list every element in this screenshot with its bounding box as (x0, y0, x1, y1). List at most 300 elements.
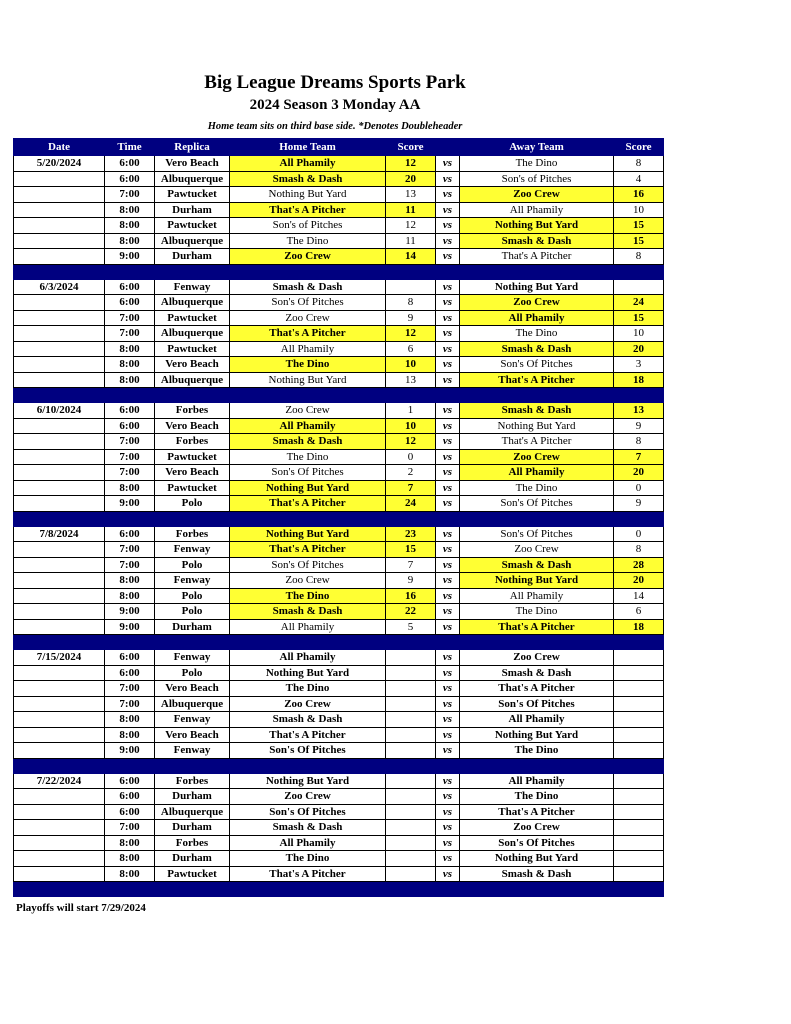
home-score: 20 (386, 171, 436, 187)
away-team: The Dino (460, 743, 614, 759)
home-score: 13 (386, 187, 436, 203)
game-replica: Polo (155, 588, 230, 604)
game-row (14, 434, 664, 450)
vs-label: vs (436, 712, 460, 728)
home-score (386, 279, 436, 295)
vs-label: vs (436, 202, 460, 218)
vs-label: vs (436, 341, 460, 357)
home-score: 7 (386, 557, 436, 573)
home-team: Zoo Crew (230, 789, 386, 805)
away-team: That's A Pitcher (460, 249, 614, 265)
game-date (14, 789, 105, 805)
game-row (14, 496, 664, 512)
home-score: 10 (386, 357, 436, 373)
game-date: 7/22/2024 (14, 773, 105, 789)
away-score: 0 (614, 526, 664, 542)
away-score (614, 650, 664, 666)
away-score (614, 773, 664, 789)
home-team: Smash & Dash (230, 171, 386, 187)
game-date (14, 696, 105, 712)
home-team: That's A Pitcher (230, 326, 386, 342)
vs-label: vs (436, 542, 460, 558)
game-time: 8:00 (105, 727, 155, 743)
game-row (14, 820, 664, 836)
home-score: 11 (386, 202, 436, 218)
game-replica: Fenway (155, 542, 230, 558)
game-time: 6:00 (105, 171, 155, 187)
game-time: 7:00 (105, 820, 155, 836)
game-date (14, 542, 105, 558)
home-team: Nothing But Yard (230, 526, 386, 542)
vs-label: vs (436, 835, 460, 851)
game-replica: Pawtucket (155, 449, 230, 465)
game-replica: Albuquerque (155, 696, 230, 712)
away-score: 20 (614, 465, 664, 481)
game-replica: Durham (155, 249, 230, 265)
game-time: 6:00 (105, 418, 155, 434)
home-team: The Dino (230, 681, 386, 697)
away-team: Nothing But Yard (460, 218, 614, 234)
away-score: 8 (614, 249, 664, 265)
game-date (14, 496, 105, 512)
away-team: Zoo Crew (460, 187, 614, 203)
game-date (14, 665, 105, 681)
away-score: 28 (614, 557, 664, 573)
home-team: The Dino (230, 851, 386, 867)
home-team: All Phamily (230, 650, 386, 666)
home-team: Zoo Crew (230, 403, 386, 419)
header-away-team: Away Team (460, 139, 614, 156)
game-time: 6:00 (105, 665, 155, 681)
game-row (14, 480, 664, 496)
vs-label: vs (436, 465, 460, 481)
header-time: Time (105, 139, 155, 156)
game-time: 7:00 (105, 542, 155, 558)
game-date (14, 619, 105, 635)
game-row (14, 449, 664, 465)
game-replica: Forbes (155, 526, 230, 542)
game-replica: Albuquerque (155, 326, 230, 342)
game-time: 8:00 (105, 866, 155, 882)
home-score: 12 (386, 326, 436, 342)
game-row (14, 712, 664, 728)
game-date (14, 418, 105, 434)
away-team: Zoo Crew (460, 820, 614, 836)
header-replica: Replica (155, 139, 230, 156)
home-team: Zoo Crew (230, 310, 386, 326)
game-row (14, 743, 664, 759)
vs-label: vs (436, 619, 460, 635)
home-score (386, 665, 436, 681)
game-replica: Vero Beach (155, 681, 230, 697)
game-time: 9:00 (105, 496, 155, 512)
home-score: 9 (386, 310, 436, 326)
game-row (14, 326, 664, 342)
home-team: All Phamily (230, 341, 386, 357)
game-date (14, 727, 105, 743)
away-score: 8 (614, 156, 664, 172)
home-team: All Phamily (230, 418, 386, 434)
game-replica: Forbes (155, 434, 230, 450)
home-team: Son's of Pitches (230, 218, 386, 234)
vs-label: vs (436, 604, 460, 620)
game-date (14, 218, 105, 234)
week-separator (14, 511, 664, 526)
game-replica: Pawtucket (155, 310, 230, 326)
doubleheader-note: Home team sits on third base side. *Denotes Doubleheader (207, 121, 463, 132)
away-team: All Phamily (460, 310, 614, 326)
game-replica: Fenway (155, 573, 230, 589)
game-replica: Polo (155, 557, 230, 573)
game-date: 6/10/2024 (14, 403, 105, 419)
vs-label: vs (436, 650, 460, 666)
game-date: 7/15/2024 (14, 650, 105, 666)
away-score (614, 727, 664, 743)
vs-label: vs (436, 804, 460, 820)
game-time: 7:00 (105, 696, 155, 712)
away-score (614, 279, 664, 295)
game-replica: Albuquerque (155, 233, 230, 249)
away-score: 20 (614, 341, 664, 357)
home-team: Smash & Dash (230, 604, 386, 620)
game-date (14, 372, 105, 388)
header-away-score: Score (614, 139, 664, 156)
header-vs (436, 139, 460, 156)
game-replica: Albuquerque (155, 295, 230, 311)
home-score: 24 (386, 496, 436, 512)
vs-label: vs (436, 820, 460, 836)
home-team: Son's Of Pitches (230, 557, 386, 573)
game-replica: Fenway (155, 279, 230, 295)
home-score (386, 773, 436, 789)
away-score: 20 (614, 573, 664, 589)
away-score: 14 (614, 588, 664, 604)
game-time: 7:00 (105, 681, 155, 697)
away-team: That's A Pitcher (460, 804, 614, 820)
game-replica: Albuquerque (155, 804, 230, 820)
game-date (14, 341, 105, 357)
game-replica: Forbes (155, 835, 230, 851)
game-row (14, 866, 664, 882)
game-row (14, 372, 664, 388)
game-replica: Durham (155, 619, 230, 635)
home-score (386, 650, 436, 666)
away-score: 24 (614, 295, 664, 311)
game-time: 8:00 (105, 218, 155, 234)
game-date (14, 171, 105, 187)
page-title: Big League Dreams Sports Park (204, 72, 466, 93)
game-time: 6:00 (105, 156, 155, 172)
home-team: All Phamily (230, 619, 386, 635)
game-replica: Pawtucket (155, 480, 230, 496)
vs-label: vs (436, 496, 460, 512)
game-date: 6/3/2024 (14, 279, 105, 295)
away-score (614, 820, 664, 836)
game-replica: Forbes (155, 403, 230, 419)
away-score: 9 (614, 496, 664, 512)
game-time: 7:00 (105, 557, 155, 573)
home-team: Zoo Crew (230, 696, 386, 712)
home-score: 1 (386, 403, 436, 419)
home-score (386, 789, 436, 805)
week-separator (14, 635, 664, 650)
game-time: 8:00 (105, 341, 155, 357)
vs-label: vs (436, 326, 460, 342)
game-replica: Polo (155, 496, 230, 512)
game-row (14, 619, 664, 635)
away-team: The Dino (460, 789, 614, 805)
away-team: All Phamily (460, 588, 614, 604)
game-time: 9:00 (105, 743, 155, 759)
game-row (14, 249, 664, 265)
away-team: All Phamily (460, 202, 614, 218)
game-date (14, 249, 105, 265)
away-team: Son's Of Pitches (460, 696, 614, 712)
game-time: 8:00 (105, 588, 155, 604)
away-team: Nothing But Yard (460, 851, 614, 867)
away-score (614, 789, 664, 805)
home-score: 12 (386, 434, 436, 450)
vs-label: vs (436, 851, 460, 867)
game-time: 8:00 (105, 480, 155, 496)
game-time: 8:00 (105, 202, 155, 218)
away-team: Son's Of Pitches (460, 357, 614, 373)
away-score: 6 (614, 604, 664, 620)
game-date (14, 480, 105, 496)
home-score: 8 (386, 295, 436, 311)
home-team: Smash & Dash (230, 820, 386, 836)
game-replica: Albuquerque (155, 372, 230, 388)
home-score: 13 (386, 372, 436, 388)
away-team: All Phamily (460, 773, 614, 789)
game-row (14, 418, 664, 434)
game-replica: Vero Beach (155, 465, 230, 481)
game-time: 6:00 (105, 650, 155, 666)
game-row (14, 357, 664, 373)
home-score: 6 (386, 341, 436, 357)
vs-label: vs (436, 418, 460, 434)
game-row (14, 604, 664, 620)
home-team: Son's Of Pitches (230, 743, 386, 759)
vs-label: vs (436, 696, 460, 712)
vs-label: vs (436, 310, 460, 326)
away-team: Smash & Dash (460, 403, 614, 419)
game-date (14, 820, 105, 836)
away-score: 4 (614, 171, 664, 187)
game-date (14, 295, 105, 311)
game-replica: Vero Beach (155, 156, 230, 172)
game-row (14, 851, 664, 867)
home-team: Smash & Dash (230, 279, 386, 295)
game-row (14, 233, 664, 249)
home-team: Zoo Crew (230, 573, 386, 589)
header-row (14, 139, 664, 156)
game-date (14, 202, 105, 218)
schedule-table (13, 138, 664, 897)
vs-label: vs (436, 249, 460, 265)
game-replica: Polo (155, 665, 230, 681)
away-team: Nothing But Yard (460, 279, 614, 295)
game-row (14, 341, 664, 357)
game-row (14, 310, 664, 326)
game-time: 6:00 (105, 295, 155, 311)
away-score: 15 (614, 233, 664, 249)
home-team: The Dino (230, 449, 386, 465)
vs-label: vs (436, 665, 460, 681)
vs-label: vs (436, 773, 460, 789)
vs-label: vs (436, 681, 460, 697)
game-row (14, 650, 664, 666)
home-team: That's A Pitcher (230, 542, 386, 558)
week-separator (14, 264, 664, 279)
home-score (386, 820, 436, 836)
away-score (614, 804, 664, 820)
week-separator (14, 758, 664, 773)
game-time: 8:00 (105, 357, 155, 373)
game-row (14, 156, 664, 172)
game-time: 7:00 (105, 449, 155, 465)
game-time: 6:00 (105, 403, 155, 419)
game-replica: Forbes (155, 773, 230, 789)
vs-label: vs (436, 218, 460, 234)
home-score: 10 (386, 418, 436, 434)
game-row (14, 588, 664, 604)
away-team: Zoo Crew (460, 542, 614, 558)
away-team: The Dino (460, 326, 614, 342)
away-team: Smash & Dash (460, 866, 614, 882)
game-row (14, 218, 664, 234)
home-score (386, 696, 436, 712)
game-date (14, 557, 105, 573)
away-score: 8 (614, 542, 664, 558)
game-date: 7/8/2024 (14, 526, 105, 542)
game-row (14, 727, 664, 743)
away-score (614, 835, 664, 851)
away-score: 15 (614, 310, 664, 326)
vs-label: vs (436, 156, 460, 172)
home-score: 9 (386, 573, 436, 589)
away-score (614, 712, 664, 728)
home-score (386, 727, 436, 743)
home-score: 14 (386, 249, 436, 265)
home-team: All Phamily (230, 156, 386, 172)
away-score: 3 (614, 357, 664, 373)
game-date (14, 588, 105, 604)
home-team: Son's Of Pitches (230, 804, 386, 820)
vs-label: vs (436, 743, 460, 759)
home-team: That's A Pitcher (230, 496, 386, 512)
home-team: Nothing But Yard (230, 773, 386, 789)
game-replica: Albuquerque (155, 171, 230, 187)
schedule-body (14, 156, 664, 897)
game-time: 7:00 (105, 310, 155, 326)
game-replica: Polo (155, 604, 230, 620)
away-score (614, 743, 664, 759)
game-replica: Pawtucket (155, 341, 230, 357)
away-score: 8 (614, 434, 664, 450)
page-subtitle: 2024 Season 3 Monday AA (249, 97, 421, 113)
game-date (14, 465, 105, 481)
vs-label: vs (436, 526, 460, 542)
home-score: 5 (386, 619, 436, 635)
game-replica: Durham (155, 820, 230, 836)
away-score: 10 (614, 326, 664, 342)
game-date (14, 835, 105, 851)
away-score: 16 (614, 187, 664, 203)
game-replica: Vero Beach (155, 727, 230, 743)
game-row (14, 187, 664, 203)
game-time: 8:00 (105, 372, 155, 388)
game-row (14, 773, 664, 789)
home-score: 12 (386, 156, 436, 172)
away-score: 15 (614, 218, 664, 234)
home-score: 15 (386, 542, 436, 558)
away-team: Zoo Crew (460, 449, 614, 465)
game-date (14, 866, 105, 882)
home-team: The Dino (230, 357, 386, 373)
game-row (14, 804, 664, 820)
away-team: Zoo Crew (460, 295, 614, 311)
vs-label: vs (436, 357, 460, 373)
game-time: 9:00 (105, 619, 155, 635)
away-score (614, 665, 664, 681)
game-row (14, 557, 664, 573)
game-replica: Vero Beach (155, 418, 230, 434)
vs-label: vs (436, 588, 460, 604)
vs-label: vs (436, 449, 460, 465)
away-team: Zoo Crew (460, 650, 614, 666)
game-replica: Durham (155, 789, 230, 805)
game-date (14, 573, 105, 589)
home-score: 16 (386, 588, 436, 604)
game-date (14, 357, 105, 373)
home-score (386, 851, 436, 867)
away-team: Smash & Dash (460, 341, 614, 357)
home-score: 7 (386, 480, 436, 496)
playoffs-footer: Playoffs will start 7/29/2024 (16, 902, 146, 914)
game-time: 7:00 (105, 465, 155, 481)
home-team: That's A Pitcher (230, 866, 386, 882)
game-time: 8:00 (105, 851, 155, 867)
away-team: The Dino (460, 604, 614, 620)
game-replica: Vero Beach (155, 357, 230, 373)
game-date (14, 326, 105, 342)
away-score: 18 (614, 619, 664, 635)
game-date (14, 449, 105, 465)
game-time: 6:00 (105, 773, 155, 789)
game-time: 8:00 (105, 573, 155, 589)
away-team: Smash & Dash (460, 233, 614, 249)
home-score: 22 (386, 604, 436, 620)
away-score (614, 681, 664, 697)
home-score: 2 (386, 465, 436, 481)
game-replica: Pawtucket (155, 218, 230, 234)
away-team: Smash & Dash (460, 665, 614, 681)
game-row (14, 403, 664, 419)
game-time: 6:00 (105, 804, 155, 820)
game-row (14, 681, 664, 697)
week-separator (14, 882, 664, 897)
home-team: Zoo Crew (230, 249, 386, 265)
vs-label: vs (436, 233, 460, 249)
game-time: 6:00 (105, 526, 155, 542)
home-team: Son's Of Pitches (230, 465, 386, 481)
vs-label: vs (436, 789, 460, 805)
game-date (14, 604, 105, 620)
game-replica: Durham (155, 202, 230, 218)
away-team: The Dino (460, 156, 614, 172)
home-score (386, 835, 436, 851)
